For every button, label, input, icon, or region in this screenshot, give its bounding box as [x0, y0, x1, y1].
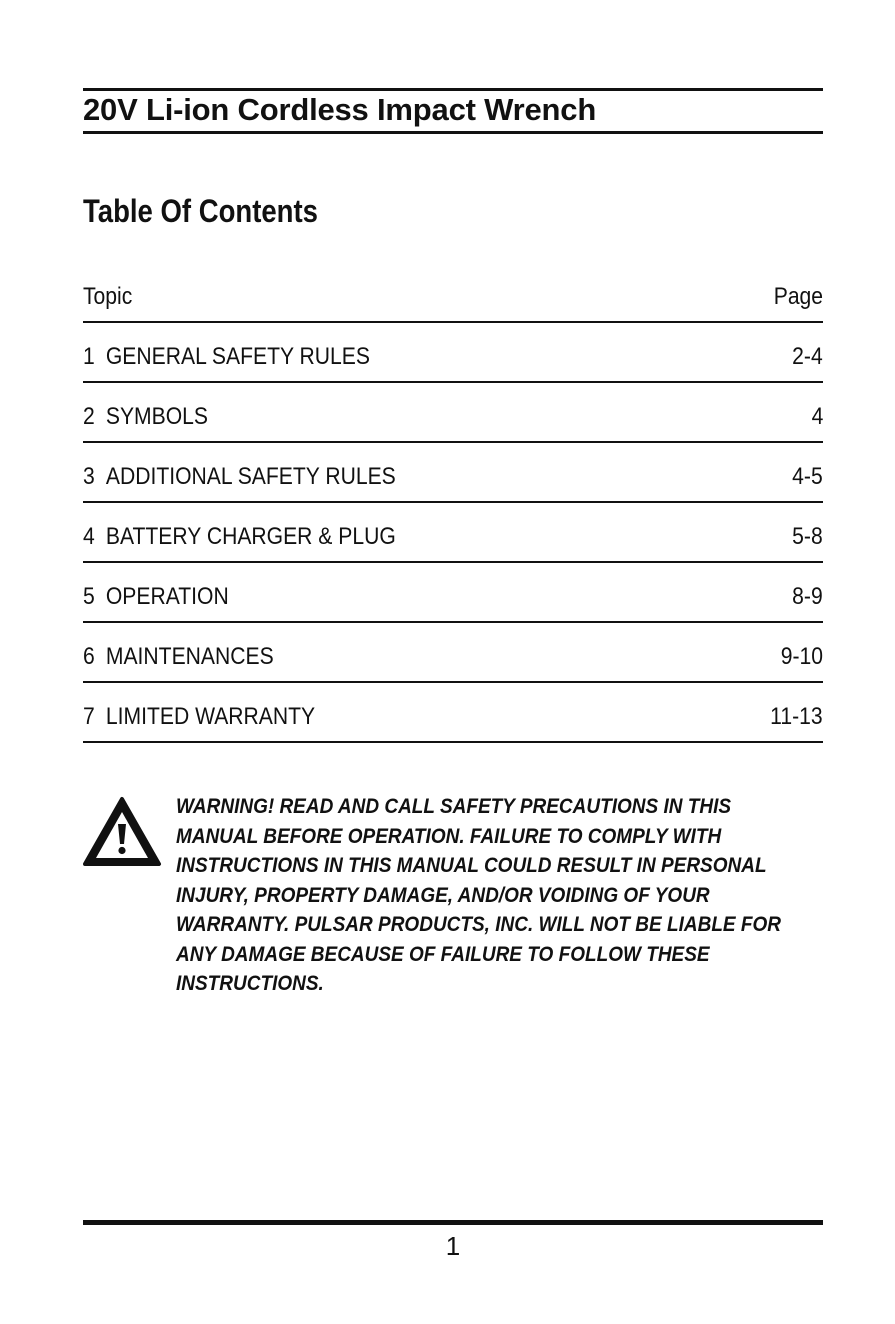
warning-message: [176, 792, 810, 999]
toc-row: [83, 563, 823, 623]
toc-topic: [83, 343, 370, 371]
warning-line: WARNING! READ AND CALL SAFETY PRECAUTIONS IN THIS: [176, 795, 732, 818]
toc-row: [83, 503, 823, 563]
toc-topic: [83, 703, 315, 731]
toc-header-row: [83, 283, 823, 323]
toc-topic: [83, 643, 274, 671]
toc-topic-label: MAINTENANCES: [105, 643, 274, 670]
toc-page-range: 9-10: [780, 643, 823, 670]
warning-line: MANUAL BEFORE OPERATION. FAILURE TO COMPLY WITH: [176, 824, 722, 848]
toc-page-range: 5-8: [792, 523, 823, 550]
toc-topic-label: OPERATION: [105, 583, 229, 610]
page-number: 1: [445, 1231, 461, 1261]
toc-topic-label: LIMITED WARRANTY: [105, 703, 316, 730]
toc-page-header: Page: [773, 283, 823, 310]
toc-topic-header: Topic: [83, 283, 133, 310]
toc-row: [83, 323, 823, 383]
table-of-contents: [83, 283, 823, 743]
toc-page-range: 8-9: [792, 583, 823, 610]
toc-row-number: 7: [83, 703, 95, 730]
warning-line: INSTRUCTIONS IN THIS MANUAL COULD RESULT IN PERSONAL: [176, 854, 767, 877]
toc-row: [83, 443, 823, 503]
toc-topic-label: BATTERY CHARGER & PLUG: [105, 523, 396, 550]
toc-page-range: 4-5: [792, 463, 823, 490]
warning-triangle-icon: [82, 796, 162, 868]
toc-heading: Table Of Contents: [83, 193, 318, 229]
footer-rule: [83, 1220, 823, 1225]
toc-topic: [83, 403, 208, 431]
toc-page-range: 11-13: [770, 703, 823, 730]
toc-row-number: 6: [83, 643, 95, 670]
toc-topic: [83, 583, 229, 611]
toc-page-range: 4: [811, 403, 823, 430]
toc-topic: [83, 523, 396, 551]
toc-row-number: 1: [83, 343, 95, 370]
toc-row-number: 5: [83, 583, 95, 610]
toc-topic-label: SYMBOLS: [105, 403, 209, 430]
warning-line: INSTRUCTIONS.: [176, 972, 324, 995]
toc-page-range: 2-4: [792, 343, 823, 370]
document-title: 20V Li-ion Cordless Impact Wrench: [83, 92, 597, 127]
toc-row: [83, 383, 823, 443]
toc-topic: [83, 463, 396, 491]
toc-row-number: 2: [83, 403, 95, 430]
toc-row-number: 3: [83, 463, 95, 490]
toc-row-number: 4: [83, 523, 95, 550]
warning-line: ANY DAMAGE BECAUSE OF FAILURE TO FOLLOW THESE: [176, 942, 710, 966]
toc-row: [83, 683, 823, 743]
toc-row: [83, 623, 823, 683]
warning-line: INJURY, PROPERTY DAMAGE, AND/OR VOIDING OF YOUR: [176, 883, 710, 907]
title-bottom-rule: [83, 131, 823, 134]
warning-line: WARRANTY. PULSAR PRODUCTS, INC. WILL NOT BE LIABLE FOR: [176, 913, 782, 936]
toc-topic-label: ADDITIONAL SAFETY RULES: [105, 463, 396, 490]
toc-topic-label: GENERAL SAFETY RULES: [105, 343, 370, 370]
